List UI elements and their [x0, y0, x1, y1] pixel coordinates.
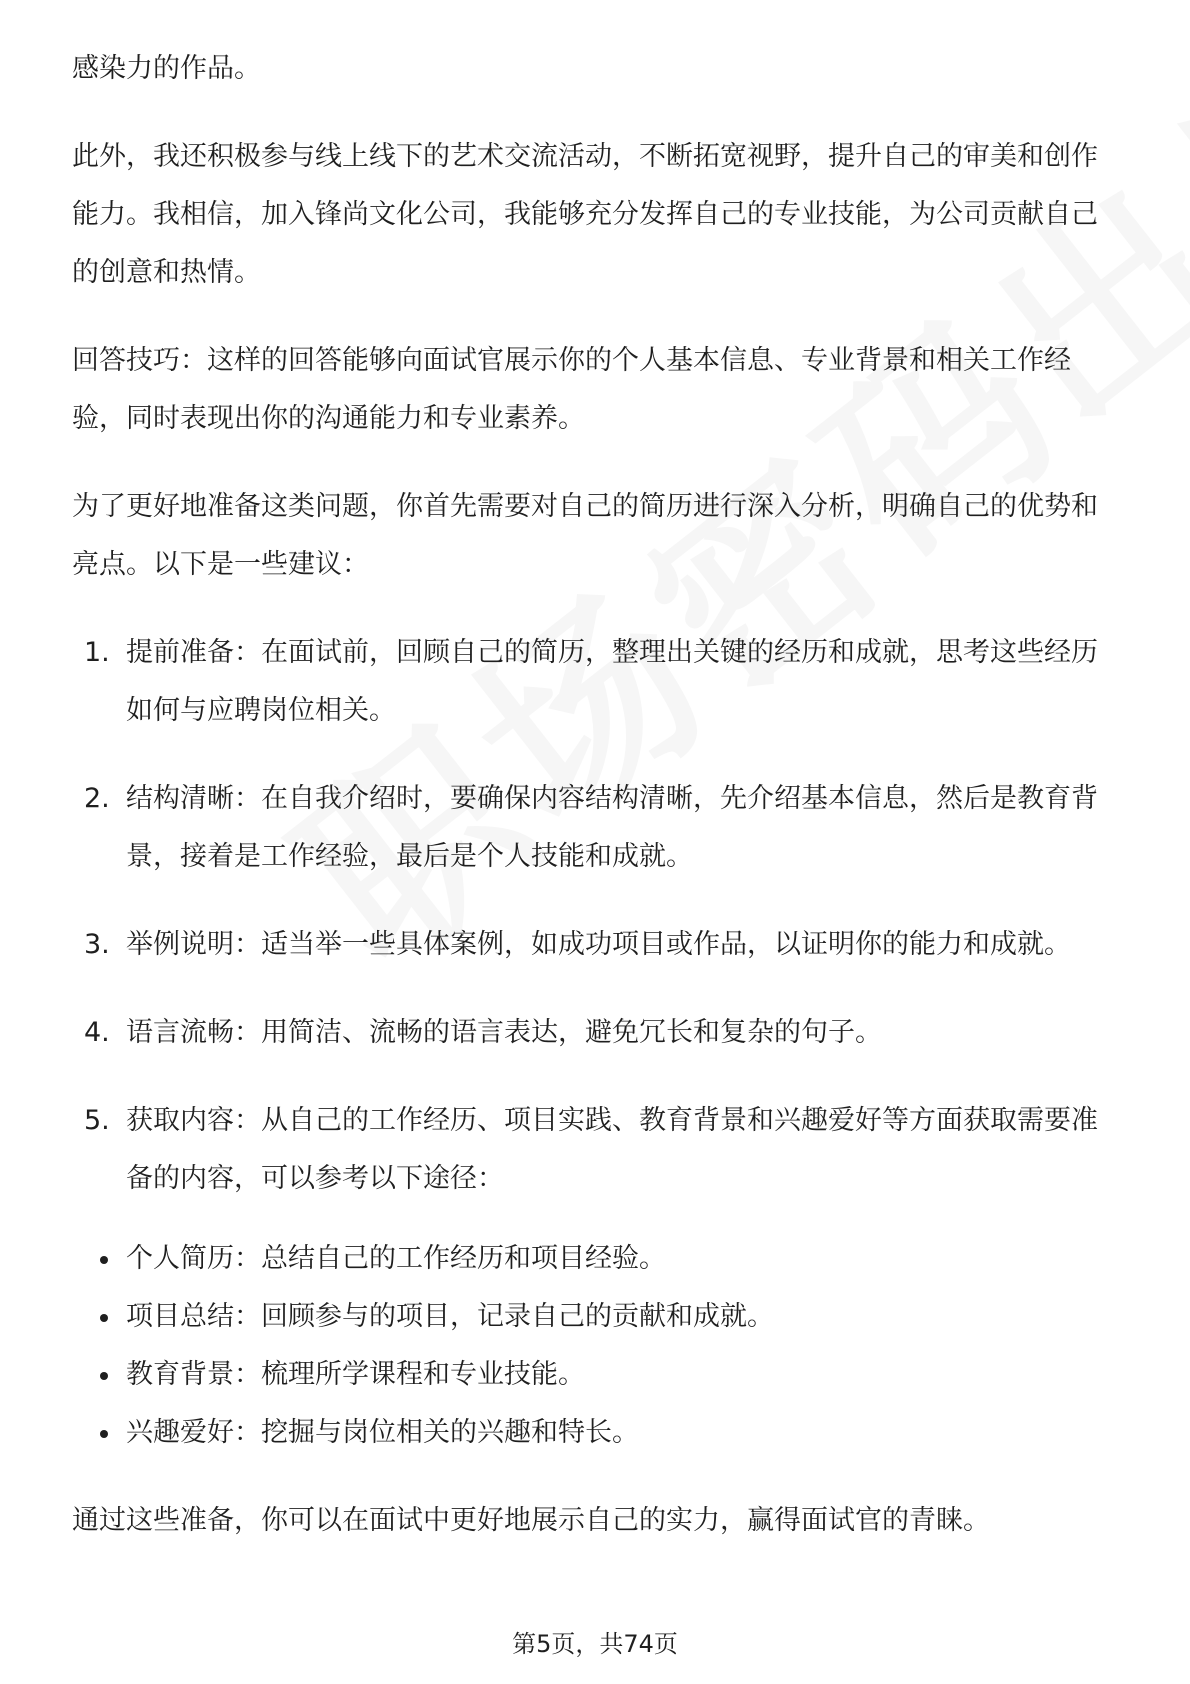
sources-list: [72, 1230, 1122, 1462]
paragraph: 此外，我还积极参与线上线下的艺术交流活动，不断拓宽视野，提升自己的审美和创作能力。我相信，加入锋尚文化公司，我能够充分发挥自己的专业技能，为公司贡献自己的创意和热情。: [72, 141, 1098, 288]
bullet-icon: [100, 1372, 108, 1380]
list-item-text: 结构清晰：在自我介绍时，要确保内容结构清晰，先介绍基本信息，然后是教育背景，接着是工作经验，最后是个人技能和成就。: [126, 783, 1098, 872]
list-number: 1.: [84, 637, 110, 668]
bullet-icon: [100, 1314, 108, 1322]
list-number: 2.: [84, 783, 110, 814]
bullet-item: [72, 1288, 1122, 1346]
bullet-text: 教育背景：梳理所学课程和专业技能。: [126, 1359, 585, 1390]
bullet-icon: [100, 1430, 108, 1438]
bullet-text: 项目总结：回顾参与的项目，记录自己的贡献和成就。: [126, 1301, 774, 1332]
page-number: 第5页，共74页: [512, 1630, 678, 1658]
bullet-text: 个人简历：总结自己的工作经历和项目经验。: [126, 1243, 666, 1274]
closing-paragraph: 通过这些准备，你可以在面试中更好地展示自己的实力，赢得面试官的青睐。: [72, 1505, 990, 1536]
list-item: [72, 1092, 1122, 1208]
tips-list: [72, 624, 1122, 1208]
list-item: [72, 916, 1122, 974]
list-item-text: 语言流畅：用简洁、流畅的语言表达，避免冗长和复杂的句子。: [126, 1017, 882, 1048]
list-number: 5.: [84, 1105, 110, 1136]
list-item-text: 提前准备：在面试前，回顾自己的简历，整理出关键的经历和成就，思考这些经历如何与应聘岗位相关。: [126, 637, 1098, 726]
list-item: [72, 624, 1122, 740]
list-number: 4.: [84, 1017, 110, 1048]
bullet-item: [72, 1230, 1122, 1288]
bullet-item: [72, 1346, 1122, 1404]
list-item-text: 获取内容：从自己的工作经历、项目实践、教育背景和兴趣爱好等方面获取需要准备的内容，可以参考以下途径：: [126, 1105, 1098, 1194]
paragraph: 回答技巧：这样的回答能够向面试官展示你的个人基本信息、专业背景和相关工作经验，同时表现出你的沟通能力和专业素养。: [72, 345, 1071, 434]
list-number: 3.: [84, 929, 110, 960]
list-item-text: 举例说明：适当举一些具体案例，如成功项目或作品，以证明你的能力和成就。: [126, 929, 1071, 960]
list-item: [72, 1004, 1122, 1062]
paragraph: 为了更好地准备这类问题，你首先需要对自己的简历进行深入分析，明确自己的优势和亮点。以下是一些建议：: [72, 491, 1098, 580]
list-item: [72, 770, 1122, 886]
bullet-icon: [100, 1256, 108, 1264]
paragraph: 感染力的作品。: [72, 53, 261, 84]
bullet-text: 兴趣爱好：挖掘与岗位相关的兴趣和特长。: [126, 1417, 639, 1448]
document-body: [72, 40, 1122, 1580]
bullet-item: [72, 1404, 1122, 1462]
